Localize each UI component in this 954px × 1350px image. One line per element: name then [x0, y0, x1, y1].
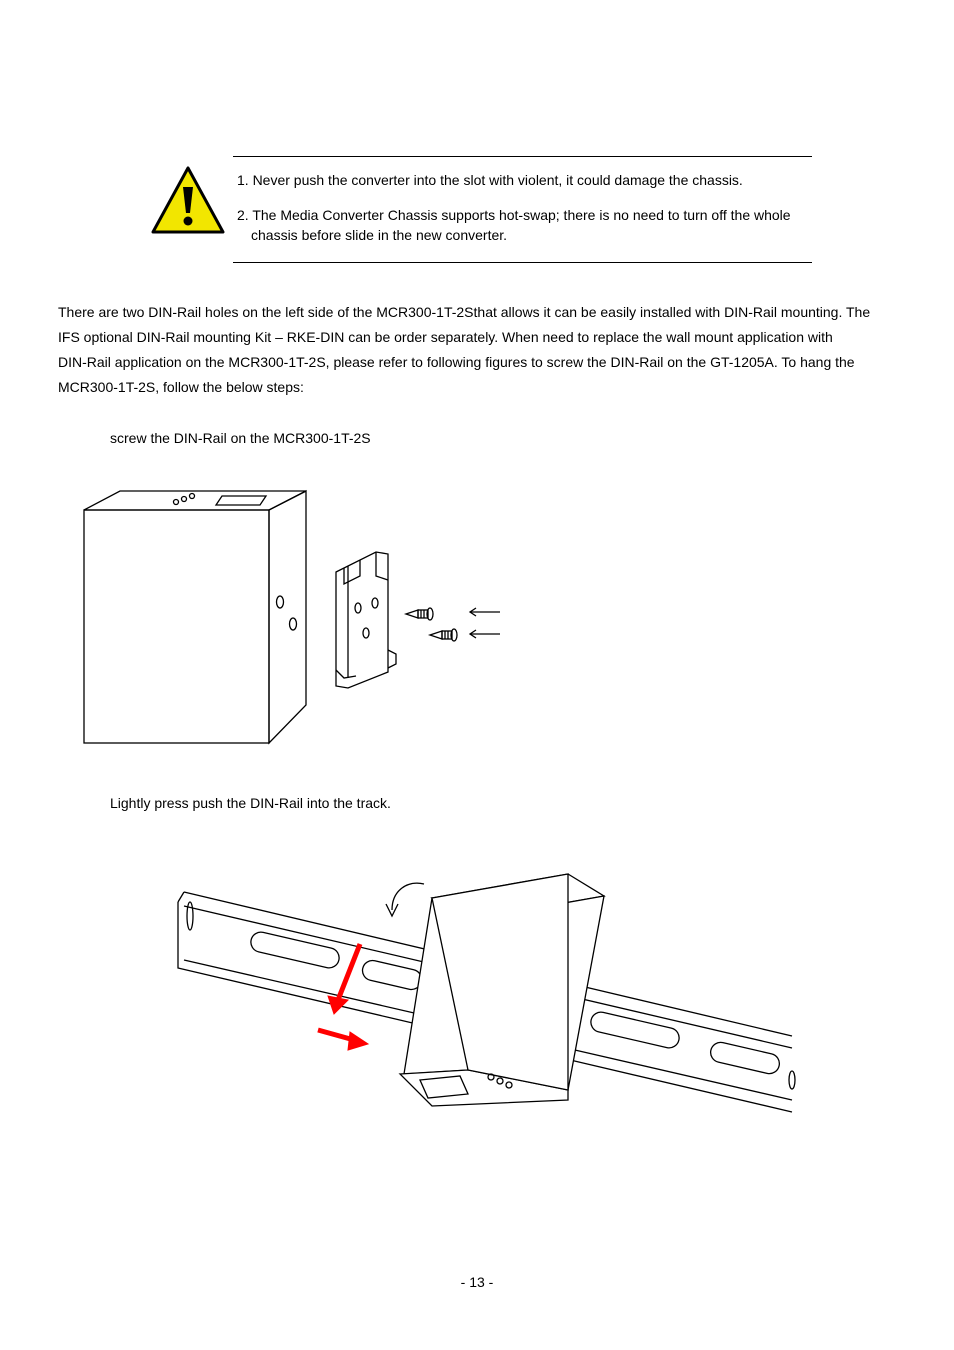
screw-icon	[406, 608, 433, 620]
arrow-left-icon	[470, 630, 500, 638]
warning-triangle-icon	[150, 165, 226, 235]
intro-line-2: IFS optional DIN-Rail mounting Kit – RKE-DIN can be order separately. When need to replace the wall mount application with	[58, 329, 833, 345]
converter-box-front	[84, 510, 269, 743]
curved-arrow-icon	[386, 883, 424, 916]
intro-line-4: MCR300-1T-2S, follow the below steps:	[58, 379, 304, 395]
converter-box	[400, 874, 604, 1106]
red-arrow-down-icon	[328, 944, 360, 1014]
din-rail-track-figure	[170, 860, 800, 1120]
converter-box-side	[269, 491, 306, 743]
red-arrow-right-icon	[318, 1030, 368, 1050]
caution-top-rule	[233, 156, 812, 157]
caution-item-2-line-1: 2. The Media Converter Chassis supports hot-swap; there is no need to turn off the whole	[237, 207, 791, 223]
intro-line-3: DIN-Rail application on the MCR300-1T-2S, please refer to following figures to screw the DIN-Rail on the GT-1205A. To hang the	[58, 354, 855, 370]
caution-bottom-rule	[233, 262, 812, 263]
step-1-caption: screw the DIN-Rail on the MCR300-1T-2S	[110, 430, 371, 446]
din-rail-clip	[336, 552, 396, 688]
intro-paragraph	[58, 300, 908, 400]
caution-item-1-text: 1. Never push the converter into the slot with violent, it could damage the chassis.	[237, 172, 743, 188]
caution-item-1	[237, 170, 817, 190]
screw-icon	[430, 629, 457, 641]
din-rail-screw-figure	[70, 480, 520, 760]
arrow-left-icon	[470, 608, 500, 616]
page-number: - 13 -	[460, 1274, 494, 1290]
caution-item-2	[237, 205, 817, 245]
intro-line-1: There are two DIN-Rail holes on the left side of the MCR300-1T-2Sthat allows it can be easily installed with DIN-Rail mounting. The	[58, 304, 871, 320]
caution-item-2-line-2: chassis before slide in the new converter.	[251, 227, 508, 243]
step-2-caption: Lightly press push the DIN-Rail into the track.	[110, 795, 391, 811]
converter-box-top	[84, 491, 306, 510]
